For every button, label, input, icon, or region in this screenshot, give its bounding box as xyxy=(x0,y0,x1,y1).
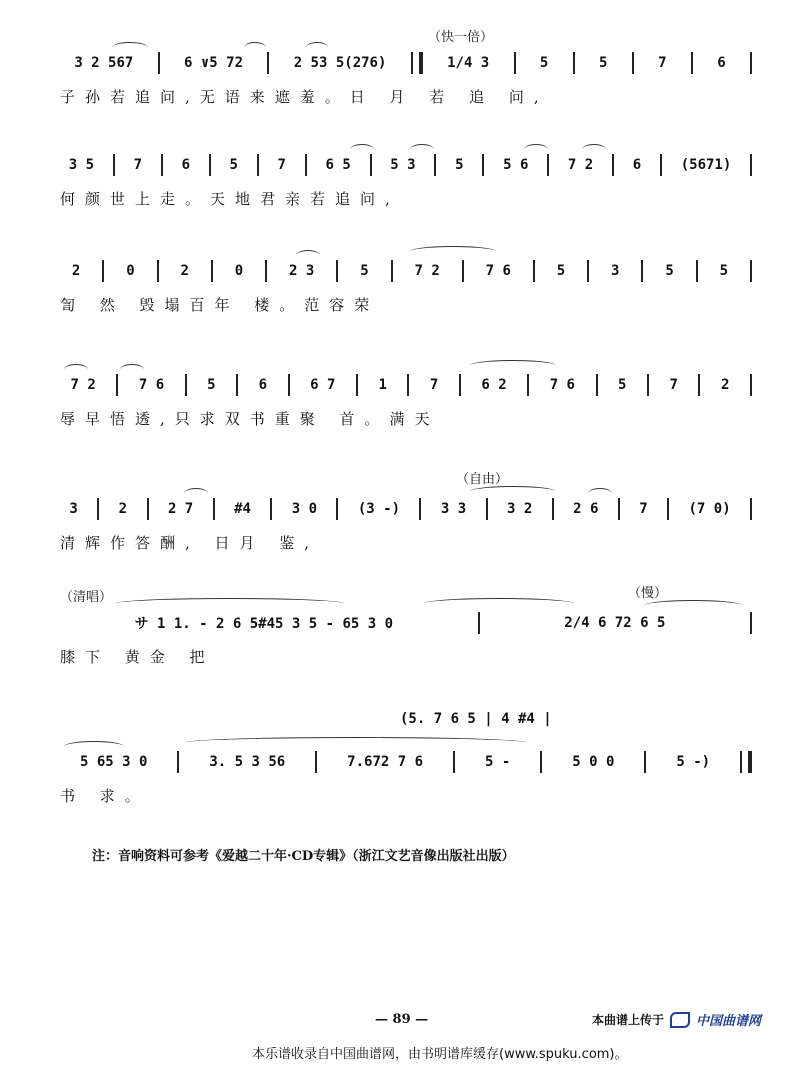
measure: 6 xyxy=(717,55,726,71)
slur xyxy=(306,42,328,53)
measure: 3 2 xyxy=(506,501,533,517)
barline xyxy=(336,260,338,282)
barline xyxy=(641,260,643,282)
barline xyxy=(113,154,115,176)
barline xyxy=(618,498,620,520)
tempo-mark: （自由） xyxy=(456,472,509,487)
barline xyxy=(336,498,338,520)
measure: 7 6 xyxy=(485,263,511,279)
lyrics-row: 訇 然 毁塌百年 楼。范容荣 xyxy=(60,296,380,314)
measure: 7 2 xyxy=(70,377,96,393)
measure: 5 - xyxy=(484,754,511,770)
slur xyxy=(644,600,742,611)
barline xyxy=(750,154,752,176)
barline xyxy=(315,751,317,773)
barline xyxy=(587,260,589,282)
measure: (3 -) xyxy=(357,501,401,517)
notation-row xyxy=(60,608,752,638)
barline xyxy=(102,260,104,282)
measure: 3 xyxy=(611,263,620,279)
barline xyxy=(696,260,698,282)
measure: 3 3 xyxy=(440,501,467,517)
measure: #4 xyxy=(234,501,251,517)
slur xyxy=(64,364,88,375)
barline xyxy=(161,154,163,176)
measure: (5671) xyxy=(680,157,732,173)
measure: 3. 5 3 56 xyxy=(209,754,286,770)
final-barline xyxy=(740,751,752,773)
barline xyxy=(116,374,118,396)
barline xyxy=(644,751,646,773)
measure: 6 ∨5 72 xyxy=(184,55,244,71)
notation-row xyxy=(60,747,752,777)
lyrics-row: 何颜世上走。天地君亲若追问, xyxy=(60,190,400,208)
measure: 6 xyxy=(258,377,268,393)
measure: 5 0 0 xyxy=(572,754,615,770)
slur xyxy=(410,144,434,155)
barline xyxy=(185,374,187,396)
barline xyxy=(698,374,700,396)
barline xyxy=(514,52,516,74)
measure: 1 xyxy=(378,377,387,393)
tempo-mark: （慢） xyxy=(628,586,668,601)
barline xyxy=(750,498,752,520)
slur xyxy=(470,486,556,497)
barline xyxy=(370,154,372,176)
barline xyxy=(573,52,575,74)
accompaniment-line: (5. 7 6 5 | 4 #4 | xyxy=(400,711,552,727)
barline xyxy=(459,374,461,396)
measure: 5 xyxy=(455,157,464,173)
barline xyxy=(157,260,159,282)
measure: 0 xyxy=(234,263,244,279)
barline xyxy=(453,751,455,773)
slur xyxy=(64,741,124,752)
slur xyxy=(410,246,496,257)
barline xyxy=(527,374,529,396)
measure: 5 65 3 0 xyxy=(79,754,148,770)
tempo-mark: （快一倍） xyxy=(428,30,494,45)
barline xyxy=(177,751,179,773)
slur xyxy=(524,144,548,155)
barline xyxy=(750,374,752,396)
barline xyxy=(147,498,149,520)
measure: 6 xyxy=(181,157,190,173)
barline xyxy=(667,498,669,520)
footnote: 注：音响资料可参考《爱越二十年·CD专辑》（浙江文艺音像出版社出版） xyxy=(92,849,515,864)
barline xyxy=(482,154,484,176)
measure: (7 0) xyxy=(688,501,731,517)
barline xyxy=(750,612,752,634)
measure: 5 xyxy=(556,263,566,279)
measure: 5 6 xyxy=(503,157,529,173)
barline xyxy=(356,374,358,396)
barline xyxy=(478,612,480,634)
lyrics-row: 膝下 黄金 把 xyxy=(60,648,215,666)
measure: 5 xyxy=(665,263,674,279)
measure: 5 3 xyxy=(390,157,416,173)
barline xyxy=(257,154,259,176)
barline xyxy=(552,498,554,520)
slur xyxy=(424,598,574,609)
barline xyxy=(540,751,542,773)
measure: 3 0 xyxy=(291,501,318,517)
barline xyxy=(547,154,549,176)
barline xyxy=(265,260,267,282)
barline xyxy=(213,498,215,520)
lyrics-row: 书 求。 xyxy=(60,787,150,805)
measure: 5 xyxy=(618,377,627,393)
measure: 3 2 567 xyxy=(74,55,134,71)
notation-row xyxy=(60,494,752,524)
measure: 3 xyxy=(69,501,78,517)
barline xyxy=(211,260,213,282)
notation-row xyxy=(60,48,752,78)
expression-mark: （清唱） xyxy=(60,590,113,605)
barline xyxy=(267,52,269,74)
measure: 5 xyxy=(599,55,608,71)
measure: 5 xyxy=(719,263,729,279)
page-number: — 89 — xyxy=(375,1012,429,1027)
measure: 0 xyxy=(126,263,135,279)
barline xyxy=(660,154,662,176)
slur xyxy=(582,144,606,155)
measure: 3 5 xyxy=(68,157,95,173)
measure: 2 xyxy=(720,377,730,393)
measure: 7 xyxy=(669,377,678,393)
barline xyxy=(288,374,290,396)
barline xyxy=(691,52,693,74)
measure: 2 xyxy=(71,263,81,279)
site-name: 中国曲谱网 xyxy=(696,1014,762,1029)
source-footer: 本乐谱收录自中国曲谱网，由书明谱库缓存(www.spuku.com)。 xyxy=(252,1047,628,1062)
notation-row xyxy=(60,150,752,180)
barline xyxy=(632,52,634,74)
barline xyxy=(612,154,614,176)
barline xyxy=(209,154,211,176)
measure: 7 6 xyxy=(549,377,575,393)
barline xyxy=(391,260,393,282)
slur xyxy=(470,360,556,371)
barline xyxy=(750,52,752,74)
measure: 7 xyxy=(429,377,439,393)
measure: 1/4 3 xyxy=(447,55,490,71)
measure: 7 2 xyxy=(414,263,440,279)
barline xyxy=(647,374,649,396)
barline xyxy=(434,154,436,176)
barline xyxy=(750,260,752,282)
barline xyxy=(486,498,488,520)
double-barline xyxy=(411,52,423,74)
lyrics-row: 子孙若追问,无语来遮羞。日 月 若 追 问, xyxy=(60,88,549,106)
measure: 2 xyxy=(180,263,189,279)
barline xyxy=(407,374,409,396)
barline xyxy=(596,374,598,396)
slur xyxy=(350,144,374,155)
measure: 6 7 xyxy=(310,377,336,393)
measure: 7 xyxy=(639,501,648,517)
slur xyxy=(244,42,266,53)
slur xyxy=(112,42,148,53)
measure: 7 2 xyxy=(567,157,594,173)
upload-credit xyxy=(592,1010,761,1029)
barline xyxy=(462,260,464,282)
measure: 5 xyxy=(229,157,238,173)
measure: 7 xyxy=(658,55,667,71)
measure: 2 3 xyxy=(289,263,315,279)
measure: 7 xyxy=(277,157,286,173)
measure: 2 7 xyxy=(167,501,194,517)
measure: 7 6 xyxy=(138,377,165,393)
measure: 2 53 5(276) xyxy=(293,55,387,71)
notation-row xyxy=(60,256,752,286)
measure: 6 2 xyxy=(481,377,507,393)
measure: サ 1 1. - 2 6 5#45 3 5 - 65 3 0 xyxy=(134,616,394,632)
measure: 6 xyxy=(632,157,642,173)
site-logo-icon xyxy=(670,1012,690,1028)
measure: 6 5 xyxy=(325,157,351,173)
slur xyxy=(588,488,612,499)
barline xyxy=(419,498,421,520)
slur xyxy=(116,598,344,609)
barline xyxy=(270,498,272,520)
measure: 2/4 6 72 6 5 xyxy=(564,615,666,631)
slur xyxy=(186,737,526,748)
barline xyxy=(236,374,238,396)
measure: 2 6 xyxy=(573,501,599,517)
measure: 2 xyxy=(118,501,128,517)
barline xyxy=(305,154,307,176)
measure: 7.672 7 6 xyxy=(347,754,424,770)
barline xyxy=(533,260,535,282)
measure: 5 xyxy=(207,377,216,393)
measure: 7 xyxy=(133,157,143,173)
notation-row xyxy=(60,370,752,400)
measure: 5 -) xyxy=(676,754,711,770)
slur xyxy=(120,364,144,375)
lyrics-row: 辱早悟透,只求双书重聚 首。满天 xyxy=(60,410,440,428)
lyrics-row: 清辉作答酬, 日月 鉴, xyxy=(60,534,320,552)
slur xyxy=(296,250,320,261)
measure: 5 xyxy=(539,55,549,71)
upload-label: 本曲谱上传于 xyxy=(592,1013,665,1027)
measure: 5 xyxy=(360,263,369,279)
barline xyxy=(158,52,160,74)
slur xyxy=(184,488,208,499)
barline xyxy=(97,498,99,520)
